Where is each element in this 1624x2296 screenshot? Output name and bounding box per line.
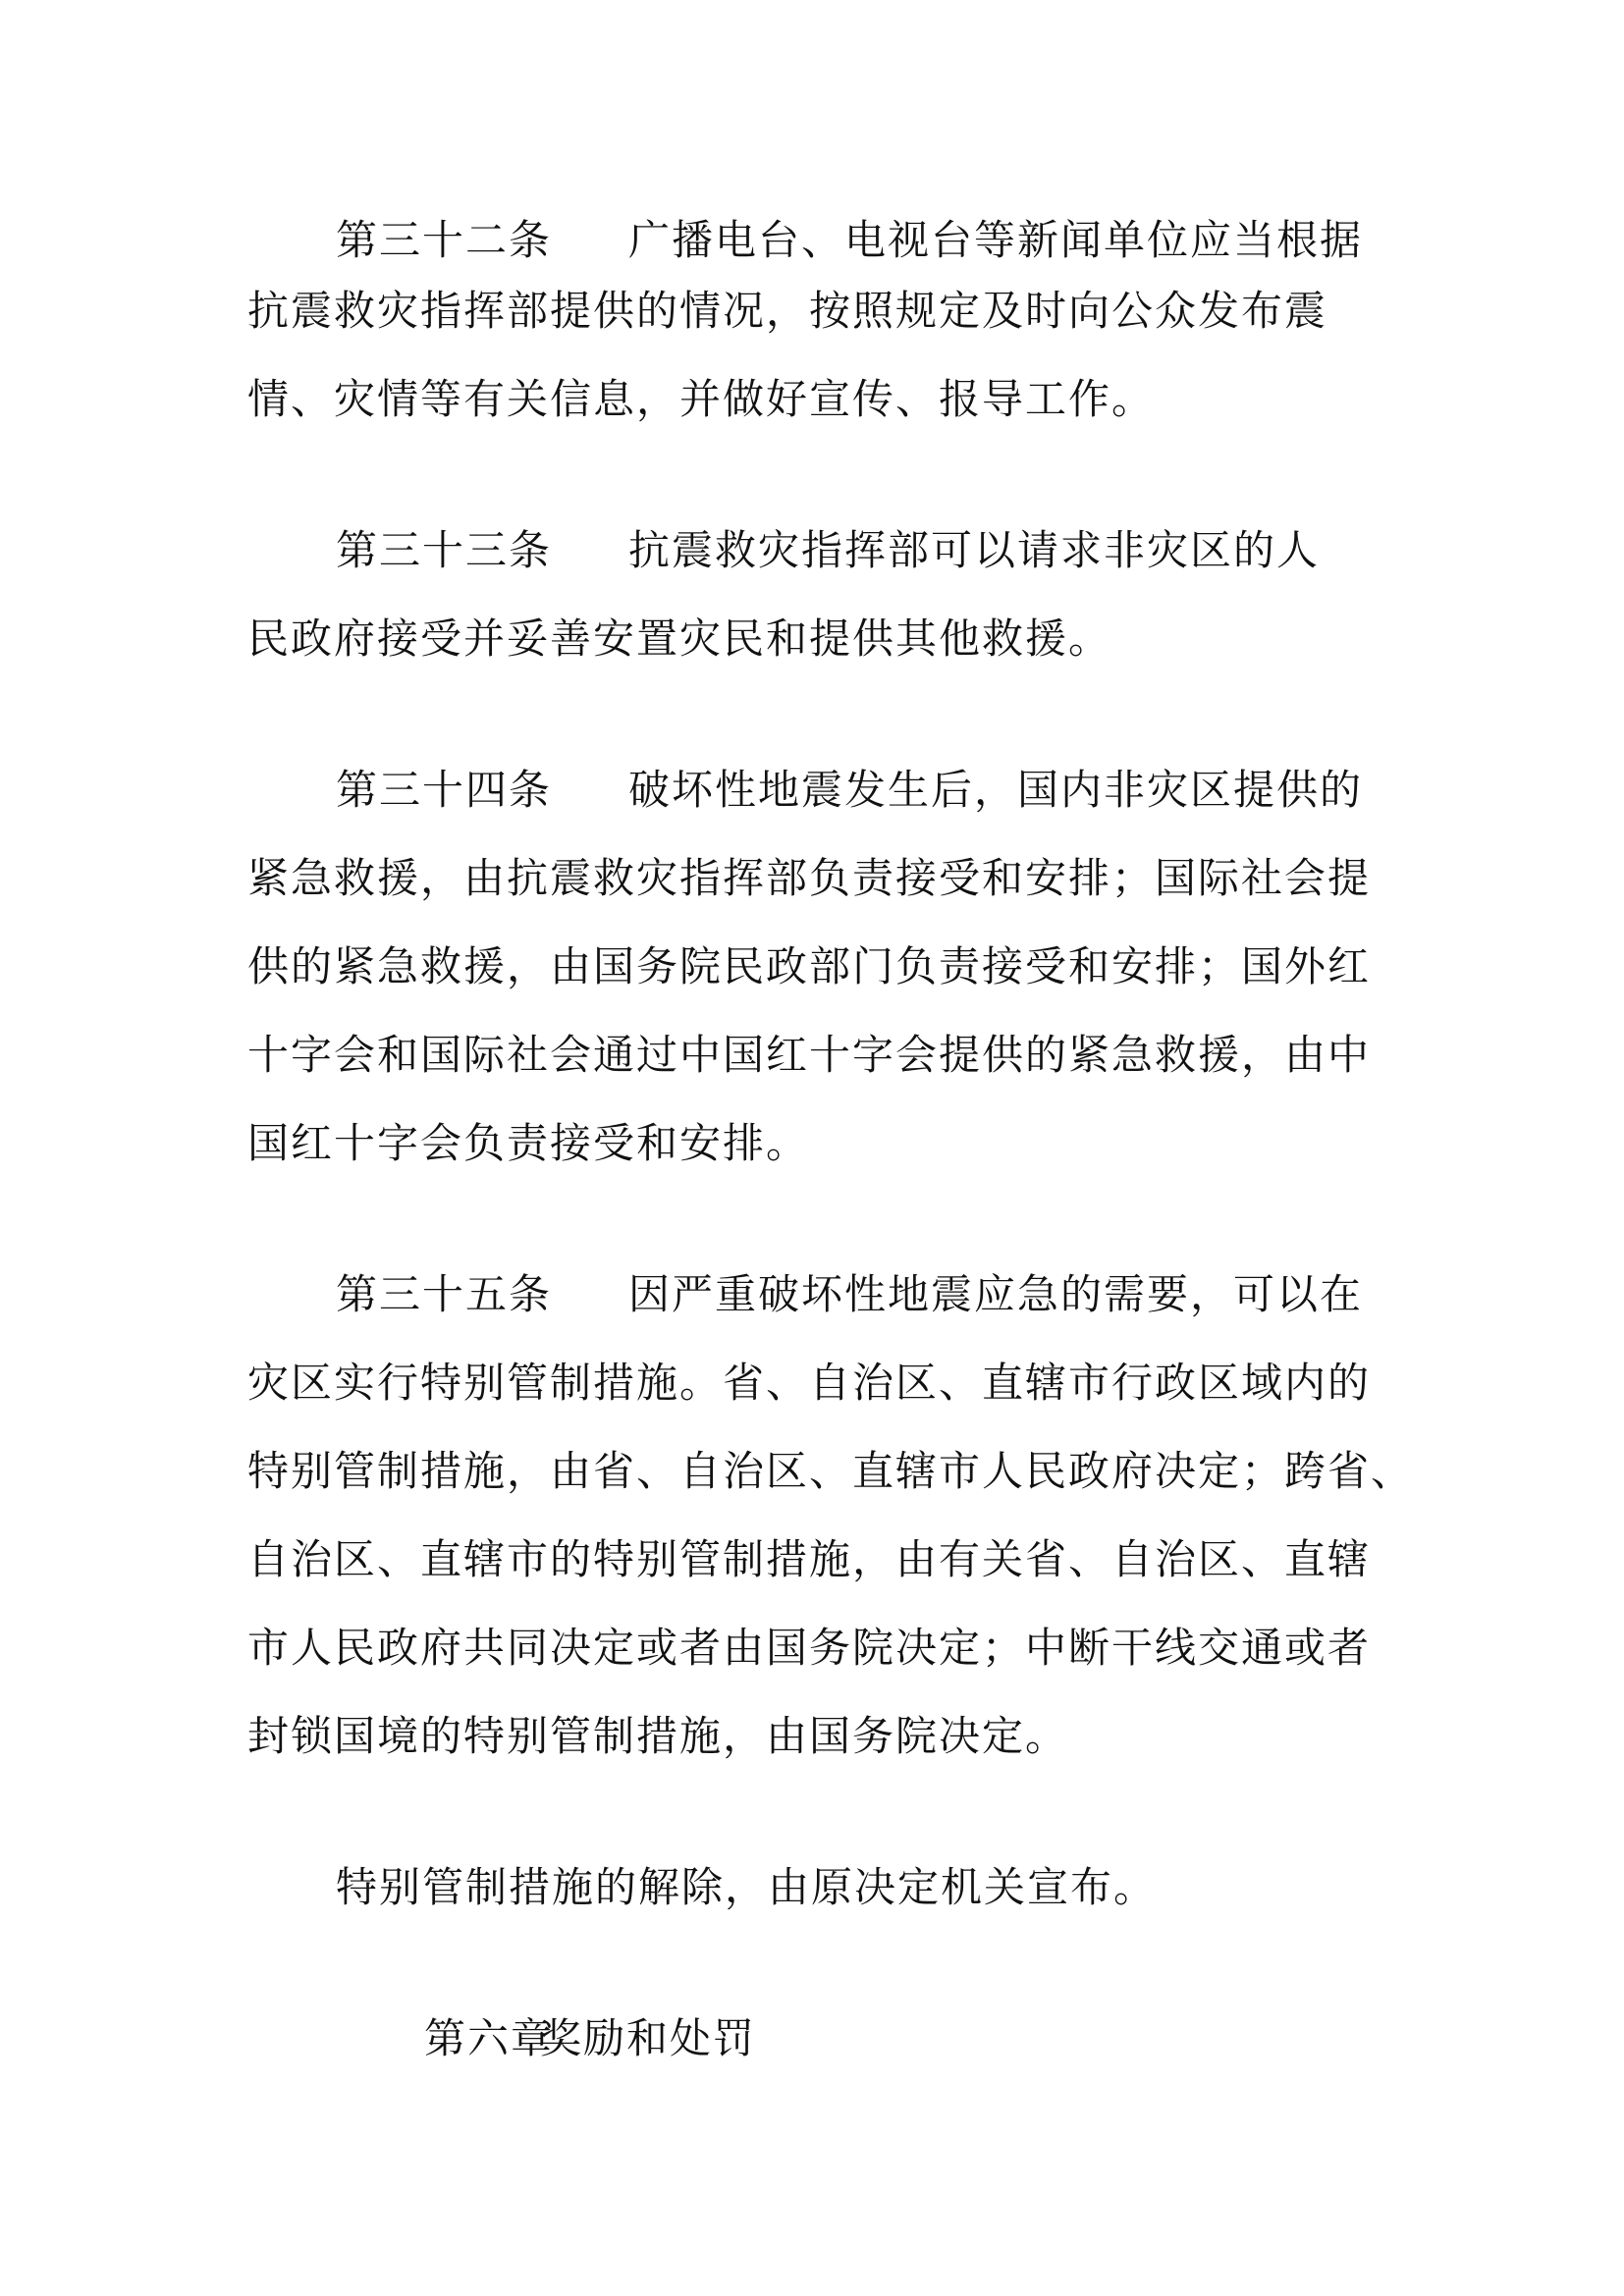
article-line: 情、灾情等有关信息，并做好宣传、报导工作。 (247, 375, 1156, 423)
chapter-number: 第六章 (424, 2014, 555, 2062)
chapter-line (247, 1995, 1388, 2083)
article-line (247, 1251, 1388, 1339)
article-line (247, 746, 1388, 834)
article-text: 抗震救灾指挥部可以请求非灾区的人 (628, 526, 1321, 574)
article-line (247, 208, 1388, 267)
article-line: 市人民政府共同决定或者由国务院决定；中断干线交通或者 (247, 1624, 1372, 1672)
article-line: 供的紧急救援，由国务院民政部门负责接受和安排；国外红 (247, 942, 1372, 990)
article-line: 国红十字会负责接受和安排。 (247, 1119, 810, 1167)
paragraph-text: 特别管制措施的解除，由原决定机关宣布。 (336, 1863, 1158, 1911)
article-line: 特别管制措施，由省、自治区、直辖市人民政府决定；跨省、 (247, 1447, 1415, 1495)
chapter-title: 奖励和处罚 (540, 2014, 757, 2062)
article-line (247, 507, 1388, 595)
chapter-heading (247, 1995, 1388, 2083)
article-line: 十字会和国际社会通过中国红十字会提供的紧急救援，由中 (247, 1031, 1372, 1079)
article-line: 紧急救援，由抗震救灾指挥部负责接受和安排；国际社会提 (247, 854, 1372, 902)
article-text: 因严重破坏性地震应急的需要，可以在 (628, 1270, 1364, 1318)
article-line: 自治区、直辖市的特别管制措施，由有关省、自治区、直辖 (247, 1535, 1372, 1583)
article-heading: 第三十四条 (336, 766, 553, 814)
paragraph-lifting-controls (247, 1843, 1388, 1932)
article-line: 民政府接受并妥善安置灾民和提供其他救援。 (247, 614, 1112, 663)
article-heading: 第三十三条 (336, 526, 553, 574)
article-line: 封锁国境的特别管制措施，由国务院决定。 (247, 1712, 1069, 1760)
article-text: 破坏性地震发生后，国内非灾区提供的 (628, 766, 1364, 814)
article-text: 广播电台、电视台等新闻单位应当根据 (628, 216, 1364, 264)
article-heading: 第三十二条 (336, 216, 553, 264)
article-heading: 第三十五条 (336, 1270, 553, 1318)
article-35 (247, 1251, 1415, 1781)
article-34 (247, 746, 1388, 1188)
article-line: 灾区实行特别管制措施。省、自治区、直辖市行政区域内的 (247, 1359, 1372, 1407)
article-line: 抗震救灾指挥部提供的情况，按照规定及时向公众发布震 (247, 287, 1328, 335)
article-32 (247, 208, 1388, 444)
article-33 (247, 507, 1388, 683)
document-page (247, 208, 1415, 2083)
